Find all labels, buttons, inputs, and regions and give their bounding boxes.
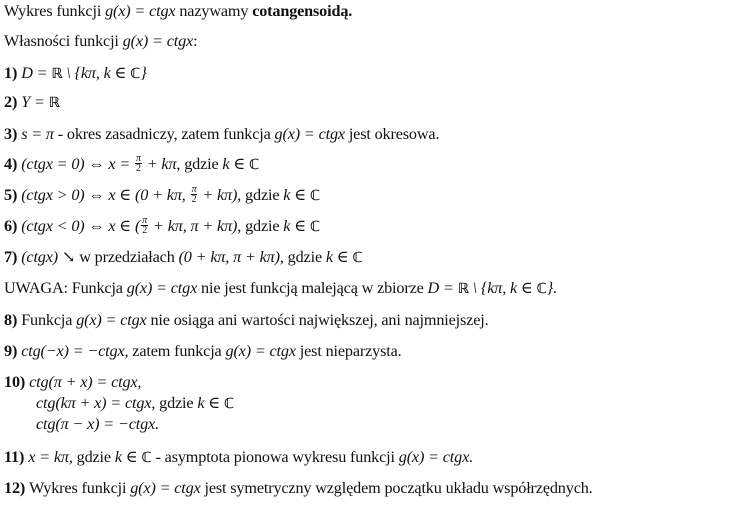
math-expr: k ∈ (222, 155, 250, 173)
denominator: 2 (142, 224, 148, 236)
item-number: 4) (4, 155, 18, 173)
item-number: 5) (4, 186, 18, 204)
math-expr: D = (427, 279, 458, 297)
item-number: 9) (4, 342, 18, 360)
fraction (191, 185, 198, 204)
text: - asymptota pionowa wykresu funkcji (151, 448, 399, 466)
math-expr: }. (546, 279, 558, 297)
set-symbol: ℂ (536, 281, 547, 297)
item-number: 7) (4, 248, 18, 266)
math-expr: D = (21, 64, 52, 82)
numerator: π (191, 183, 197, 195)
set-symbol: ℝ (457, 281, 469, 297)
set-symbol: ℂ (130, 66, 141, 82)
math-expr: + kπ (142, 155, 177, 173)
fraction (141, 216, 148, 235)
math-expr: g(x) = ctgx (130, 479, 201, 497)
math-expr: g(x) = ctgx (225, 342, 296, 360)
text: , gdzie (237, 186, 284, 204)
math-expr: k ∈ (283, 217, 310, 235)
text: , zatem funkcja (124, 342, 226, 360)
item-number: 3) (4, 125, 18, 143)
property-item-10 (4, 372, 141, 392)
property-item-3 (4, 124, 439, 144)
warning-note (4, 278, 557, 299)
intro-line (4, 1, 352, 21)
item-number: 2) (4, 93, 18, 111)
math-expr: g(x) = ctgx (126, 279, 198, 297)
defined-term: cotangensoidą. (252, 2, 353, 20)
item-number: 1) (4, 64, 18, 82)
intro-text: Wykres funkcji (4, 2, 106, 20)
text: UWAGA: Funkcja (4, 279, 127, 297)
text: w przedziałach (75, 248, 179, 266)
item10-line-2 (36, 393, 234, 414)
math-expr: (ctgx < 0) ⇔ x ∈ ( (21, 217, 141, 235)
math-expr: s = π (21, 125, 54, 143)
item-number: 8) (4, 311, 18, 329)
math-expr: + kπ) (198, 186, 238, 204)
property-item-12 (4, 478, 593, 498)
numerator: π (142, 214, 148, 226)
math-expr: + kπ, π + kπ) (149, 217, 238, 235)
property-item-1 (4, 63, 147, 84)
text: jest okresowa. (344, 125, 440, 143)
item-number: 12) (4, 479, 26, 497)
math-expr: } (140, 64, 147, 82)
math-expr: k ∈ (325, 248, 353, 266)
numerator: π (135, 152, 141, 164)
property-item-9 (4, 341, 402, 361)
math-expr: k ∈ (197, 394, 225, 412)
math-expr: g(x) = ctgx (274, 125, 345, 143)
text: , gdzie (176, 155, 223, 173)
fraction (135, 154, 142, 173)
math-expr: \ {kπ, k ∈ (468, 279, 537, 297)
text: , gdzie (151, 394, 198, 412)
text: nie osiąga ani wartości największej, ani najmniejszej. (146, 311, 489, 329)
math-expr: Y = (21, 93, 49, 111)
math-expr: g(x) = ctgx. (398, 448, 474, 466)
text: - okres zasadniczy, zatem funkcja (53, 125, 275, 143)
item-number: 11) (4, 448, 25, 466)
math-expr: (ctgx = 0) ⇔ x = (21, 155, 134, 173)
math-expr: ctg(−x) = −ctgx (21, 342, 125, 360)
set-symbol: ℂ (309, 219, 321, 235)
property-item-2 (4, 92, 60, 113)
text: jest symetryczny względem początku układu współrzędnych. (200, 479, 593, 497)
denominator: 2 (135, 162, 141, 174)
item10-line-1 (29, 373, 141, 391)
property-item-4 (4, 154, 259, 175)
property-item-8 (4, 310, 489, 330)
property-item-6 (4, 216, 320, 237)
intro-text-after: nazywamy (175, 2, 253, 20)
math-expr: (ctgx > 0) ⇔ x ∈ (0 + kπ, (21, 186, 190, 204)
math-expr: ctg(π − x) = −ctgx. (36, 415, 159, 433)
text: Funkcja (21, 311, 77, 329)
set-symbol: ℂ (141, 450, 152, 466)
properties-heading (4, 31, 197, 51)
set-symbol: ℂ (224, 396, 235, 412)
text: , gdzie (279, 248, 326, 266)
set-symbol: ℂ (352, 250, 363, 266)
set-symbol: ℝ (51, 66, 63, 82)
math-expr: x = kπ (28, 448, 69, 466)
text: , gdzie (68, 448, 115, 466)
item10-line-3 (36, 414, 159, 434)
math-expr: \ {kπ, k ∈ (62, 64, 131, 82)
item-number: 10) (4, 373, 26, 391)
heading-text: Własności funkcji (4, 32, 123, 50)
item-number: 6) (4, 217, 18, 235)
property-item-5 (4, 185, 320, 206)
text: , gdzie (237, 217, 284, 235)
math-expr: (0 + kπ, π + kπ) (178, 248, 280, 266)
heading-math: g(x) = ctgx (122, 32, 194, 50)
math-expr: k ∈ (114, 448, 142, 466)
property-item-11 (4, 447, 473, 468)
set-symbol: ℝ (48, 95, 60, 111)
heading-suffix: : (193, 32, 198, 50)
text: nie jest funkcją malejącą w zbiorze (197, 279, 428, 297)
math-expr: ctg(kπ + x) = ctgx (36, 394, 152, 412)
math-expr: ctg(π + x) = ctgx, (29, 373, 142, 391)
text: jest nieparzysta. (295, 342, 402, 360)
set-symbol: ℂ (249, 157, 260, 173)
denominator: 2 (191, 193, 197, 205)
property-item-7 (4, 247, 363, 268)
math-expr: g(x) = ctgx (76, 311, 147, 329)
text: Wykres funkcji (29, 479, 131, 497)
math-expr: k ∈ (283, 186, 310, 204)
intro-math: g(x) = ctgx (105, 2, 176, 20)
math-expr: (ctgx) ↘ (21, 248, 76, 266)
set-symbol: ℂ (309, 188, 321, 204)
